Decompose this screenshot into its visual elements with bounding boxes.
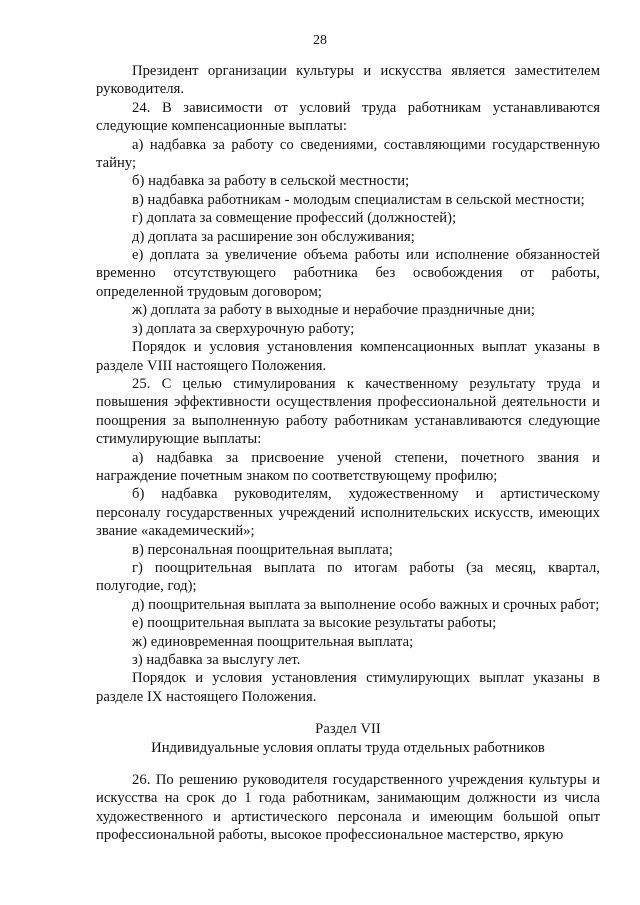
list-item: д) доплата за расширение зон обслуживания; [132, 228, 415, 245]
section-number: Раздел VII [315, 721, 381, 738]
paragraph-incentive-procedure: Порядок и условия установления стимулирующих выплат указаны в разделе IX настоящего Положения. [96, 670, 600, 705]
list-item: а) надбавка за работу со сведениями, составляющими государственную тайну; [96, 136, 600, 172]
paragraph-25: 25. С целью стимулирования к качественному результату труда и повышения эффективности осуществления профессиональной деятельности и поощрения за выполненную работу работникам устанавливаются следующие стимулирующие выплаты: [96, 375, 600, 448]
page-number: 28 [313, 33, 327, 48]
list-item: в) персональная поощрительная выплата; [132, 541, 393, 558]
paragraph-26: 26. По решению руководителя государственного учреждения культуры и искусства на срок до 1 года работникам, занимающим должности из числа художественного и артистического персонала и имеющим большой опыт профессиональной работы, высокое профессиональное мастерство, яркую [96, 772, 600, 844]
list-item: ж) единовременная поощрительная выплата; [132, 633, 414, 650]
list-item: з) надбавка за выслугу лет. [132, 652, 301, 668]
paragraph-24: 24. В зависимости от условий труда работникам устанавливаются следующие компенсационные выплаты: [96, 99, 600, 135]
list-item: е) доплата за увеличение объема работы или исполнение обязанностей временно отсутствующего работника без освобождения от работы, определенной трудовым договором; [96, 247, 600, 300]
list-item: б) надбавка за работу в сельской местности; [132, 173, 410, 190]
list-item: в) надбавка работникам - молодым специалистам в сельской местности; [132, 191, 585, 208]
paragraph-compensation-procedure: Порядок и условия установления компенсационных выплат указаны в разделе VIII настоящего Положения. [96, 339, 600, 374]
list-item: г) поощрительная выплата по итогам работы (за месяц, квартал, полугодие, год); [96, 559, 600, 595]
section-title: Индивидуальные условия оплаты труда отдельных работников [151, 739, 545, 756]
list-item: г) доплата за совмещение профессий (должностей); [132, 210, 457, 227]
paragraph-deputy: Президент организации культуры и искусства является заместителем руководителя. [96, 63, 600, 98]
section-spacer [96, 706, 600, 720]
list-item: ж) доплата за работу в выходные и нерабочие праздничные дни; [132, 302, 535, 319]
list-item: а) надбавка за присвоение ученой степени, почетного звания и награждение почетным знаком по соответствующему профилю; [96, 449, 600, 484]
list-item: з) доплата за сверхурочную работу; [132, 320, 355, 337]
document-body [96, 62, 600, 845]
list-item: б) надбавка руководителям, художественному и артистическому персоналу государственных учреждений исполнительских искусств, имеющих звание «академический»; [96, 486, 600, 540]
section-spacer [96, 757, 600, 771]
list-item: д) поощрительная выплата за выполнение особо важных и срочных работ; [132, 596, 600, 613]
list-item: е) поощрительная выплата за высокие результаты работы; [132, 615, 497, 632]
